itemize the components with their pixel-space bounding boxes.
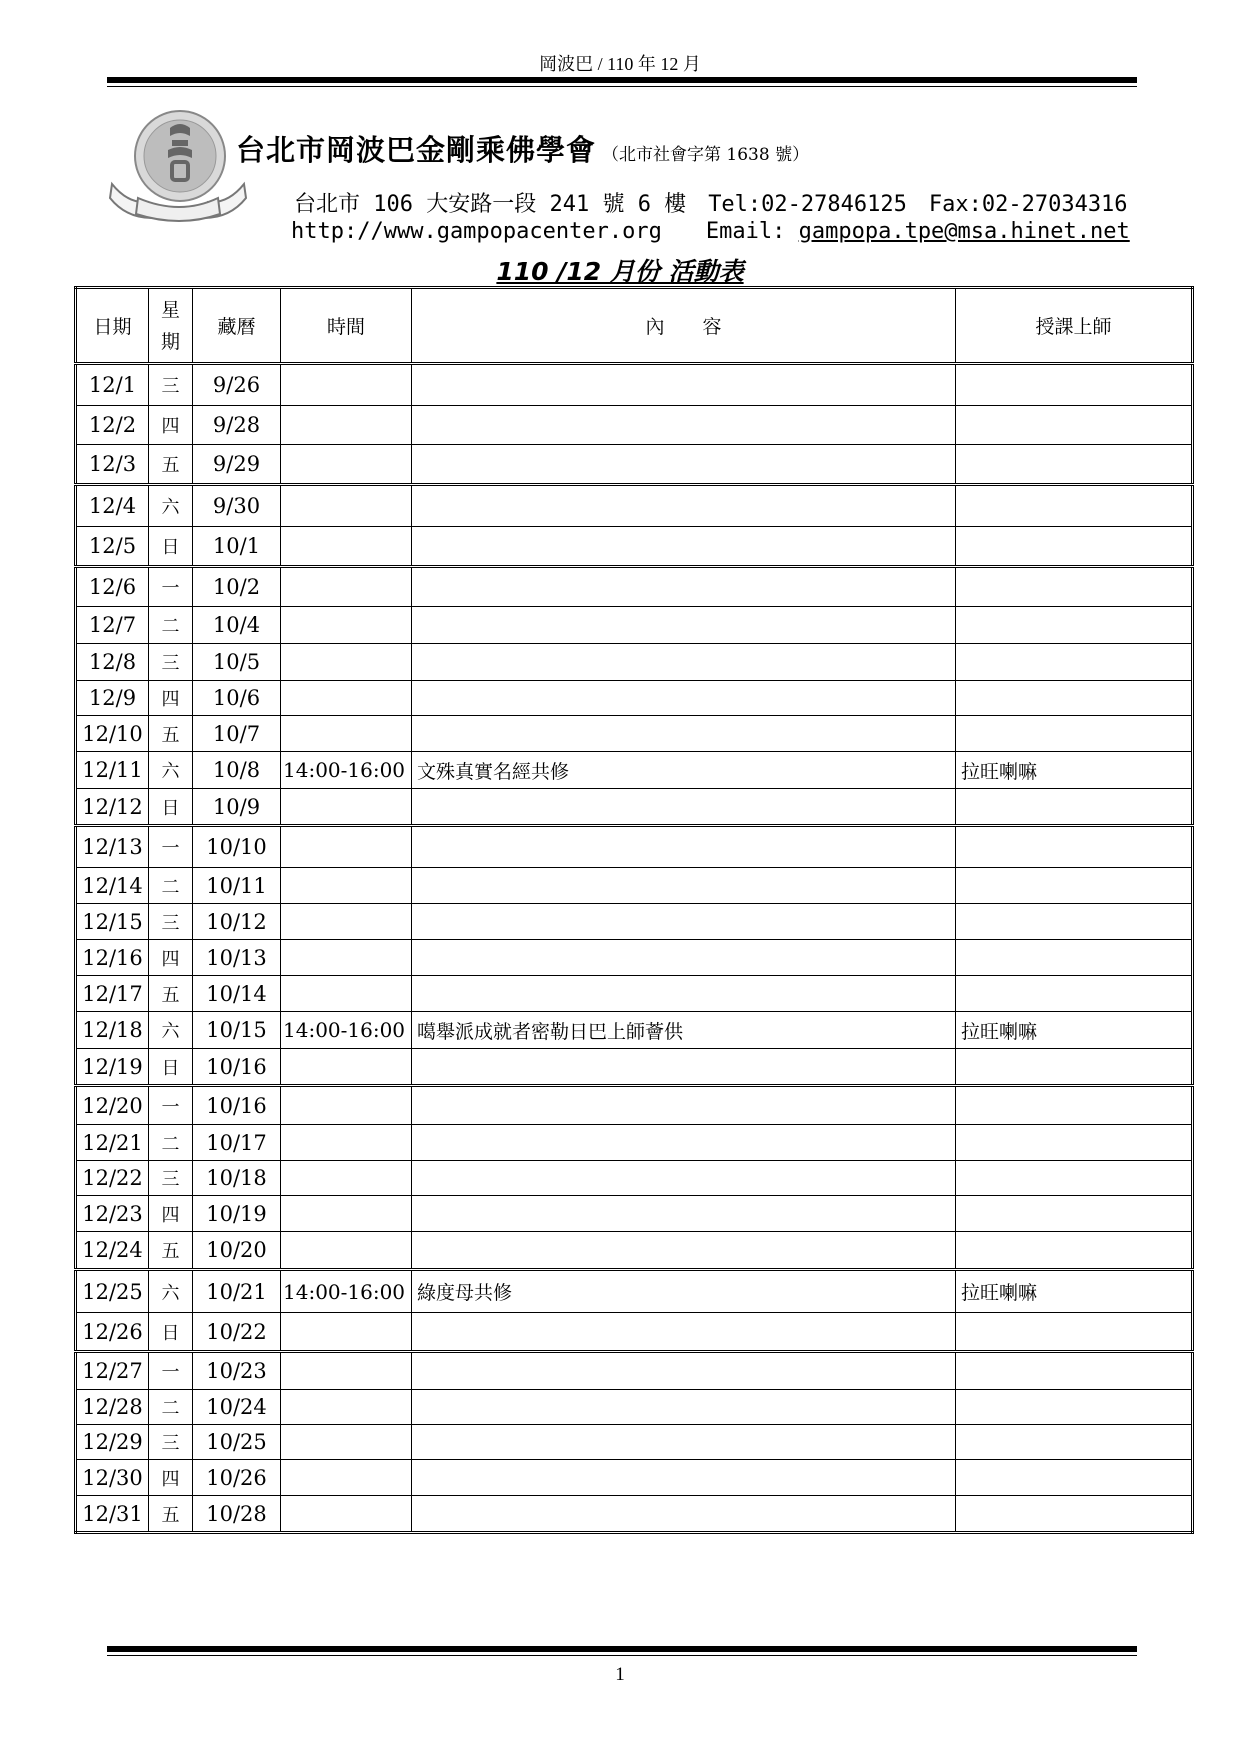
cell-content [412, 976, 956, 1012]
cell-time [281, 364, 412, 406]
cell-teacher [956, 868, 1193, 904]
header-date: 日期 [76, 288, 149, 364]
cell-content [412, 644, 956, 681]
cell-weekday: 日 [149, 1049, 193, 1086]
header-rule-thin [107, 86, 1137, 87]
contact-web-line [291, 219, 1130, 244]
table-row [76, 1125, 1193, 1161]
footer-rule-thin [107, 1655, 1137, 1656]
cell-content [412, 406, 956, 445]
cell-date: 12/24 [76, 1232, 149, 1270]
cell-tibetan-date: 10/5 [193, 644, 281, 681]
cell-date: 12/26 [76, 1313, 149, 1352]
header-content [412, 288, 956, 364]
table-row [76, 1086, 1193, 1125]
email-label: Email: [705, 219, 786, 244]
cell-teacher [956, 527, 1193, 567]
table-row [76, 716, 1193, 752]
cell-tibetan-date: 10/26 [193, 1460, 281, 1496]
cell-time [281, 940, 412, 976]
cell-teacher [956, 1496, 1193, 1533]
cell-weekday: 五 [149, 445, 193, 485]
cell-teacher [956, 789, 1193, 826]
cell-weekday: 二 [149, 607, 193, 644]
cell-teacher [956, 445, 1193, 485]
cell-weekday: 三 [149, 644, 193, 681]
cell-tibetan-date: 10/12 [193, 904, 281, 940]
cell-tibetan-date: 10/17 [193, 1125, 281, 1161]
cell-date: 12/20 [76, 1086, 149, 1125]
cell-tibetan-date: 10/22 [193, 1313, 281, 1352]
cell-tibetan-date: 10/6 [193, 681, 281, 716]
cell-teacher [956, 485, 1193, 527]
cell-content [412, 681, 956, 716]
cell-weekday: 五 [149, 1232, 193, 1270]
cell-tibetan-date: 10/20 [193, 1232, 281, 1270]
cell-weekday: 四 [149, 1196, 193, 1232]
cell-weekday: 四 [149, 1460, 193, 1496]
cell-tibetan-date: 10/18 [193, 1161, 281, 1196]
cell-teacher [956, 1425, 1193, 1460]
cell-teacher [956, 567, 1193, 607]
cell-date: 12/15 [76, 904, 149, 940]
org-email-link[interactable]: gampopa.tpe@msa.hinet.net [798, 219, 1130, 244]
table-row [76, 752, 1193, 789]
cell-tibetan-date: 10/23 [193, 1352, 281, 1390]
cell-date: 12/3 [76, 445, 149, 485]
table-row [76, 904, 1193, 940]
cell-teacher: 拉旺喇嘛 [956, 1012, 1193, 1049]
table-row [76, 1313, 1193, 1352]
cell-content [412, 445, 956, 485]
cell-time [281, 1496, 412, 1533]
cell-tibetan-date: 10/14 [193, 976, 281, 1012]
cell-content [412, 1496, 956, 1533]
cell-date: 12/21 [76, 1125, 149, 1161]
cell-content [412, 789, 956, 826]
cell-time [281, 681, 412, 716]
cell-time [281, 1125, 412, 1161]
cell-time [281, 406, 412, 445]
cell-teacher [956, 1460, 1193, 1496]
table-row [76, 789, 1193, 826]
cell-tibetan-date: 10/11 [193, 868, 281, 904]
header-rule [107, 77, 1137, 83]
cell-time [281, 1390, 412, 1425]
cell-tibetan-date: 10/15 [193, 1012, 281, 1049]
doc-title [0, 252, 1240, 288]
cell-weekday: 六 [149, 485, 193, 527]
cell-tibetan-date: 9/28 [193, 406, 281, 445]
cell-content [412, 364, 956, 406]
cell-date: 12/14 [76, 868, 149, 904]
cell-teacher [956, 904, 1193, 940]
cell-weekday: 二 [149, 1125, 193, 1161]
activity-schedule-table [74, 286, 1194, 1534]
cell-weekday: 六 [149, 1012, 193, 1049]
cell-date: 12/1 [76, 364, 149, 406]
cell-content: 噶舉派成就者密勒日巴上師薈供 [412, 1012, 956, 1049]
cell-tibetan-date: 10/16 [193, 1086, 281, 1125]
table-header-row [76, 288, 1193, 364]
cell-time [281, 1161, 412, 1196]
schedule-body [76, 364, 1193, 1533]
cell-teacher: 拉旺喇嘛 [956, 1270, 1193, 1313]
cell-weekday: 五 [149, 976, 193, 1012]
cell-date: 12/2 [76, 406, 149, 445]
footer-rule [107, 1646, 1137, 1652]
cell-teacher [956, 1352, 1193, 1390]
cell-weekday: 五 [149, 716, 193, 752]
cell-weekday: 一 [149, 826, 193, 868]
cell-tibetan-date: 10/28 [193, 1496, 281, 1533]
header-content-text: 內 容 [645, 316, 722, 338]
cell-content [412, 1049, 956, 1086]
org-fax: Fax:02-27034316 [928, 192, 1128, 217]
cell-content [412, 527, 956, 567]
cell-content [412, 1232, 956, 1270]
cell-teacher [956, 644, 1193, 681]
table-row [76, 1049, 1193, 1086]
cell-time [281, 868, 412, 904]
cell-teacher [956, 1086, 1193, 1125]
cell-teacher [956, 1049, 1193, 1086]
org-logo-icon [108, 106, 248, 226]
cell-tibetan-date: 10/13 [193, 940, 281, 976]
cell-content [412, 1352, 956, 1390]
cell-weekday: 三 [149, 1425, 193, 1460]
table-row [76, 445, 1193, 485]
cell-time [281, 1196, 412, 1232]
cell-date: 12/22 [76, 1161, 149, 1196]
org-name-text: 台北市岡波巴金剛乘佛學會 [236, 133, 597, 167]
header-tibetan-date: 藏曆 [193, 288, 281, 364]
cell-content [412, 1313, 956, 1352]
org-tel: Tel:02-27846125 [708, 192, 907, 217]
cell-teacher [956, 716, 1193, 752]
cell-date: 12/27 [76, 1352, 149, 1390]
table-row [76, 1161, 1193, 1196]
cell-date: 12/7 [76, 607, 149, 644]
org-website[interactable]: http://www.gampopacenter.org [291, 219, 662, 244]
cell-time [281, 789, 412, 826]
cell-time [281, 1352, 412, 1390]
cell-teacher [956, 826, 1193, 868]
cell-date: 12/6 [76, 567, 149, 607]
cell-content [412, 485, 956, 527]
running-header: 岡波巴 / 110 年 12 月 [539, 54, 701, 74]
cell-date: 12/11 [76, 752, 149, 789]
cell-weekday: 日 [149, 789, 193, 826]
header-time: 時間 [281, 288, 412, 364]
cell-date: 12/28 [76, 1390, 149, 1425]
org-address: 台北市 106 大安路一段 241 號 6 樓 [294, 192, 687, 217]
cell-time [281, 1086, 412, 1125]
cell-time [281, 1232, 412, 1270]
table-row [76, 485, 1193, 527]
cell-time [281, 976, 412, 1012]
cell-time [281, 1460, 412, 1496]
cell-teacher [956, 1125, 1193, 1161]
cell-time [281, 904, 412, 940]
table-row [76, 976, 1193, 1012]
table-row [76, 644, 1193, 681]
cell-time [281, 1313, 412, 1352]
cell-content: 綠度母共修 [412, 1270, 956, 1313]
cell-tibetan-date: 10/8 [193, 752, 281, 789]
cell-content [412, 1460, 956, 1496]
cell-teacher [956, 940, 1193, 976]
cell-teacher [956, 406, 1193, 445]
table-row [76, 1390, 1193, 1425]
cell-date: 12/4 [76, 485, 149, 527]
cell-date: 12/18 [76, 1012, 149, 1049]
cell-date: 12/23 [76, 1196, 149, 1232]
cell-time [281, 1425, 412, 1460]
table-row [76, 567, 1193, 607]
cell-weekday: 三 [149, 1161, 193, 1196]
table-row [76, 1496, 1193, 1533]
cell-time [281, 826, 412, 868]
cell-tibetan-date: 10/9 [193, 789, 281, 826]
header-weekday-line2: 期 [160, 330, 180, 353]
cell-weekday: 一 [149, 1086, 193, 1125]
cell-teacher [956, 1313, 1193, 1352]
cell-content [412, 826, 956, 868]
cell-tibetan-date: 10/25 [193, 1425, 281, 1460]
cell-teacher [956, 1161, 1193, 1196]
cell-tibetan-date: 10/16 [193, 1049, 281, 1086]
cell-weekday: 四 [149, 681, 193, 716]
table-row [76, 1270, 1193, 1313]
cell-date: 12/10 [76, 716, 149, 752]
cell-content [412, 607, 956, 644]
cell-weekday: 六 [149, 1270, 193, 1313]
cell-date: 12/12 [76, 789, 149, 826]
cell-time: 14:00-16:00 [281, 752, 412, 789]
cell-weekday: 日 [149, 1313, 193, 1352]
doc-title-text: 110 /12 月份 活動表 [496, 257, 744, 286]
table-row [76, 1196, 1193, 1232]
cell-weekday: 一 [149, 567, 193, 607]
table-row [76, 1352, 1193, 1390]
cell-date: 12/29 [76, 1425, 149, 1460]
cell-content [412, 868, 956, 904]
header-teacher: 授課上師 [956, 288, 1193, 364]
cell-teacher: 拉旺喇嘛 [956, 752, 1193, 789]
cell-teacher [956, 1390, 1193, 1425]
cell-time [281, 607, 412, 644]
cell-tibetan-date: 10/19 [193, 1196, 281, 1232]
cell-tibetan-date: 10/10 [193, 826, 281, 868]
cell-content [412, 1196, 956, 1232]
cell-weekday: 六 [149, 752, 193, 789]
cell-date: 12/13 [76, 826, 149, 868]
page-number: 1 [615, 1664, 625, 1685]
cell-tibetan-date: 10/7 [193, 716, 281, 752]
cell-date: 12/17 [76, 976, 149, 1012]
cell-tibetan-date: 10/2 [193, 567, 281, 607]
cell-date: 12/31 [76, 1496, 149, 1533]
org-name [236, 128, 809, 169]
cell-content [412, 1125, 956, 1161]
cell-weekday: 日 [149, 527, 193, 567]
table-row [76, 1425, 1193, 1460]
cell-content [412, 1086, 956, 1125]
cell-tibetan-date: 9/29 [193, 445, 281, 485]
cell-teacher [956, 681, 1193, 716]
cell-tibetan-date: 9/26 [193, 364, 281, 406]
cell-date: 12/25 [76, 1270, 149, 1313]
cell-tibetan-date: 10/4 [193, 607, 281, 644]
cell-time [281, 644, 412, 681]
cell-content: 文殊真實名經共修 [412, 752, 956, 789]
cell-date: 12/19 [76, 1049, 149, 1086]
cell-content [412, 1390, 956, 1425]
table-row [76, 826, 1193, 868]
cell-weekday: 四 [149, 406, 193, 445]
cell-weekday: 四 [149, 940, 193, 976]
cell-weekday: 二 [149, 1390, 193, 1425]
cell-weekday: 五 [149, 1496, 193, 1533]
table-row [76, 940, 1193, 976]
cell-time [281, 527, 412, 567]
cell-weekday: 三 [149, 364, 193, 406]
cell-time [281, 716, 412, 752]
cell-content [412, 567, 956, 607]
cell-time [281, 1049, 412, 1086]
cell-teacher [956, 1232, 1193, 1270]
contact-address-line [294, 187, 1128, 218]
cell-teacher [956, 364, 1193, 406]
cell-time: 14:00-16:00 [281, 1012, 412, 1049]
cell-content [412, 1161, 956, 1196]
cell-time: 14:00-16:00 [281, 1270, 412, 1313]
table-row [76, 868, 1193, 904]
cell-content [412, 940, 956, 976]
cell-teacher [956, 1196, 1193, 1232]
cell-time [281, 445, 412, 485]
table-row [76, 681, 1193, 716]
table-row [76, 364, 1193, 406]
table-row [76, 607, 1193, 644]
cell-date: 12/30 [76, 1460, 149, 1496]
header-weekday [149, 288, 193, 364]
cell-time [281, 567, 412, 607]
cell-tibetan-date: 10/21 [193, 1270, 281, 1313]
table-row [76, 406, 1193, 445]
cell-teacher [956, 976, 1193, 1012]
cell-tibetan-date: 10/1 [193, 527, 281, 567]
cell-content [412, 716, 956, 752]
cell-weekday: 二 [149, 868, 193, 904]
cell-content [412, 1425, 956, 1460]
cell-tibetan-date: 9/30 [193, 485, 281, 527]
header-weekday-line1: 星 [160, 298, 180, 321]
cell-date: 12/5 [76, 527, 149, 567]
cell-content [412, 904, 956, 940]
cell-date: 12/16 [76, 940, 149, 976]
table-row [76, 1232, 1193, 1270]
cell-weekday: 三 [149, 904, 193, 940]
cell-tibetan-date: 10/24 [193, 1390, 281, 1425]
org-registration: （北市社會字第 1638 號） [602, 145, 810, 165]
cell-weekday: 一 [149, 1352, 193, 1390]
table-row [76, 1012, 1193, 1049]
table-row [76, 1460, 1193, 1496]
cell-time [281, 485, 412, 527]
cell-teacher [956, 607, 1193, 644]
table-row [76, 527, 1193, 567]
cell-date: 12/8 [76, 644, 149, 681]
cell-date: 12/9 [76, 681, 149, 716]
